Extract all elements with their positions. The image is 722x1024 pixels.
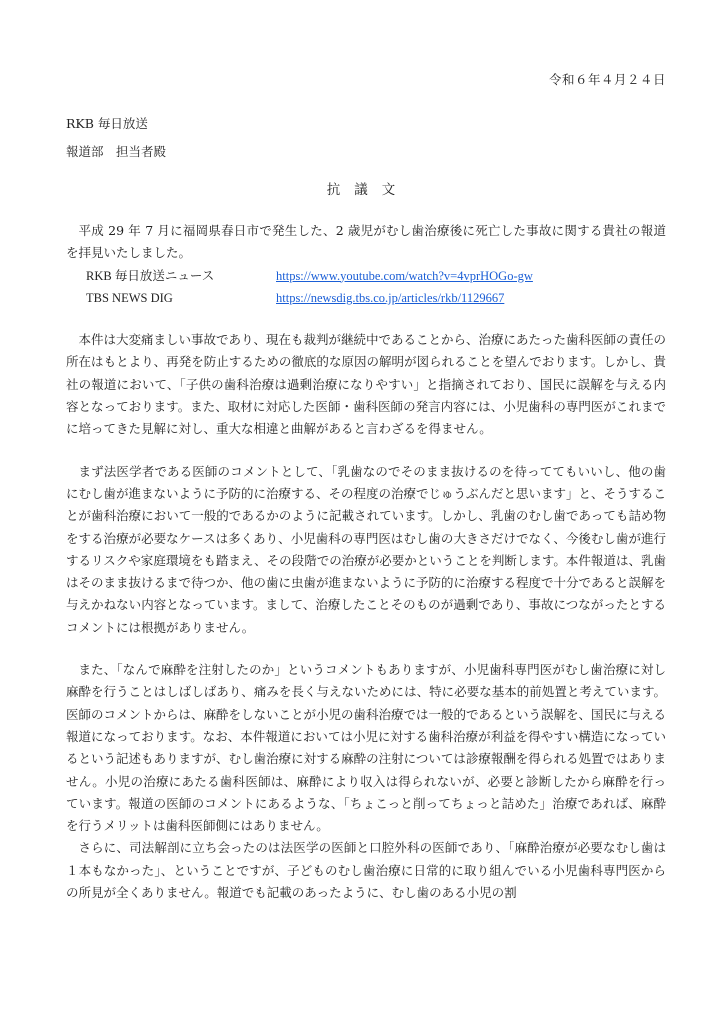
paragraph-gap xyxy=(66,639,666,659)
document-title: 抗議文 xyxy=(326,182,410,198)
body-paragraph-2: まず法医学者である医師のコメントとして、「乳歯なのでそのまま抜けるのを待っててもいいし、他の歯にむし歯が進まないように予防的に治療する、その程度の治療でじゅうぶんだと思います」と、そうすることが歯科治療において一般的であるかのように記載されています。しかし、乳歯のむし歯であっても詰め物をする治療が必要なケースは多くあり、小児歯科の専門医はむし歯の大きさだけでなく、今後むし歯が進行するリスクや家庭環境をも踏まえ、その段階での治療が必要かということを判断します。本件報道は、乳歯はそのまま抜けるまで待つか、他の歯に虫歯が進まないように予防的に治療する程度で十分であると誤解を与えかねない内容となっています。まして、治療したことそのものが過剰であり、事故につながったとするコメントには根拠がありません。 xyxy=(66,463,667,635)
reference-source-name: RKB 毎日放送ニュース xyxy=(86,268,215,283)
reference-list xyxy=(66,265,666,310)
intro-paragraph: 平成 29 年 7 月に福岡県春日市で発生した、2 歳児がむし歯治療後に死亡した事故に関する貴社の報道を拝見いたしました。 xyxy=(66,223,666,261)
reference-item xyxy=(86,265,666,287)
body-paragraph-1: 本件は大変痛ましい事故であり、現在も裁判が継続中であることから、治療にあたった歯科医師の責任の所在はもとより、再発を防止するための徹底的な原因の解明が図られることを望んでおります。しかし、貴社の報道において、「子供の歯科治療は過剰治療になりやすい」と指摘されており、国民に誤解を与える内容となっております。また、取材に対応した医師・歯科医師の発言内容には、小児歯科の専門医がこれまでに培ってきた見解に対し、重大な相違と曲解があると言わざるを得ません。 xyxy=(66,332,667,437)
paragraph-gap xyxy=(66,441,666,461)
reference-source-name: TBS NEWS DIG xyxy=(86,290,173,305)
body-paragraph-4: さらに、司法解剖に立ち会ったのは法医学の医師と口腔外科の医師であり、「麻酔治療が必要なむし歯は１本もなかった」、ということですが、子どものむし歯治療に日常的に取り組んでいる小児歯科専門医からの所見が全くありません。報道でも記載のあったように、むし歯のある小児の割 xyxy=(66,840,666,901)
reference-item xyxy=(86,287,666,309)
reference-link[interactable]: https://newsdig.tbs.co.jp/articles/rkb/1129667 xyxy=(276,290,505,305)
addressee-block xyxy=(66,110,166,166)
letter-date: 令和６年４月２４日 xyxy=(548,72,666,87)
paragraph-gap xyxy=(66,309,666,329)
body-paragraph-3: また、「なんで麻酔を注射したのか」というコメントもありますが、小児歯科専門医がむし歯治療に対し麻酔を行うことはしばしばあり、痛みを長く与えないためには、特に必要な基本的前処置と考えています。医師のコメントからは、麻酔をしないことが小児の歯科治療では一般的であるという誤解を、国民に与える報道になっております。なお、本件報道においては小児に対する歯科治療が利益を得やすい構造になっているという記述もありますが、むし歯治療に対する麻酔の注射については診療報酬を得られる処置ではありません。小児の治療にあたる歯科医師は、麻酔により収入は得られないが、必要と診断したから麻酔を行っています。報道の医師のコメントにあるような、「ちょこっと削ってちょっと詰めた」治療であれば、麻酔を行うメリットは歯科医師側にはありません。 xyxy=(66,662,667,834)
reference-link[interactable]: https://www.youtube.com/watch?v=4vprHOGo-gw xyxy=(276,268,533,283)
addressee-company: RKB 毎日放送 xyxy=(66,116,148,131)
letter-body xyxy=(66,220,666,904)
addressee-department: 報道部 担当者殿 xyxy=(66,144,167,159)
